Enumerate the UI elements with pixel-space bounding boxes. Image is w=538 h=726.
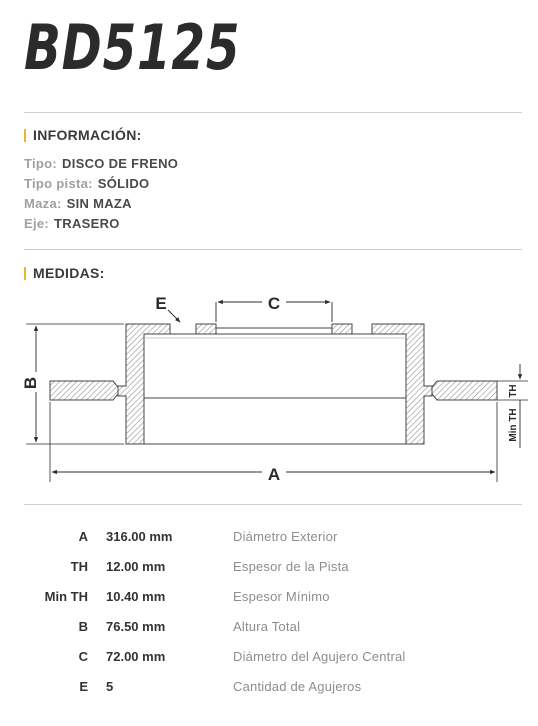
- spec-row-total-height: [0, 619, 538, 649]
- dimension-e: [155, 294, 180, 322]
- brake-disc-cross-section-diagram: [0, 288, 538, 488]
- label-b: B: [21, 376, 40, 390]
- info-row-hub: [24, 196, 132, 211]
- info-row-track-type: [24, 176, 149, 191]
- info-value: DISCO DE FRENO: [62, 156, 179, 171]
- spec-description: Altura Total: [233, 619, 301, 634]
- measures-section-heading: [24, 265, 105, 281]
- info-row-axle: [24, 216, 120, 231]
- spec-row-center-bore: [0, 649, 538, 679]
- label-c: C: [267, 294, 281, 313]
- spec-description: Espesor Mínimo: [233, 589, 330, 604]
- spec-row-thickness: [0, 559, 538, 589]
- info-label: Maza:: [24, 196, 62, 211]
- info-value: SIN MAZA: [66, 196, 132, 211]
- info-row-type: [24, 156, 178, 171]
- divider: [24, 112, 522, 113]
- dimension-th: [497, 364, 528, 448]
- spec-code: B: [78, 619, 88, 634]
- spec-value: 5: [106, 679, 114, 694]
- accent-bar: [24, 267, 26, 280]
- disc-left-flange: [50, 381, 118, 400]
- spec-row-min-thickness: [0, 589, 538, 619]
- disc-mounting-face: [196, 324, 352, 334]
- label-min-th: Min TH: [508, 408, 519, 442]
- spec-code: A: [78, 529, 88, 544]
- spec-description: Espesor de la Pista: [233, 559, 349, 574]
- part-number-title: BD5125: [24, 11, 241, 84]
- accent-bar: [24, 129, 26, 142]
- spec-code: Min TH: [44, 589, 88, 604]
- spec-row-outer-diameter: [0, 529, 538, 559]
- divider: [24, 249, 522, 250]
- spec-description: Cantidad de Agujeros: [233, 679, 362, 694]
- spec-value: 316.00 mm: [106, 529, 173, 544]
- measures-title: MEDIDAS:: [33, 265, 105, 281]
- label-e: E: [155, 294, 167, 313]
- dimension-c: [216, 294, 332, 322]
- divider: [24, 504, 522, 505]
- spec-value: 76.50 mm: [106, 619, 166, 634]
- info-value: TRASERO: [54, 216, 120, 231]
- spec-code: E: [79, 679, 88, 694]
- info-label: Eje:: [24, 216, 50, 231]
- disc-hat-section: [118, 324, 432, 444]
- spec-row-bolt-holes: [0, 679, 538, 709]
- spec-value: 12.00 mm: [106, 559, 166, 574]
- spec-code: C: [78, 649, 88, 664]
- info-label: Tipo:: [24, 156, 58, 171]
- label-a: A: [267, 465, 281, 484]
- info-title: INFORMACIÓN:: [33, 127, 142, 143]
- spec-description: Diámetro Exterior: [233, 529, 338, 544]
- spec-value: 10.40 mm: [106, 589, 166, 604]
- info-label: Tipo pista:: [24, 176, 93, 191]
- spec-description: Diámetro del Agujero Central: [233, 649, 406, 664]
- spec-value: 72.00 mm: [106, 649, 166, 664]
- info-section-heading: [24, 127, 142, 143]
- spec-code: TH: [70, 559, 88, 574]
- label-th: TH: [508, 384, 519, 398]
- info-value: SÓLIDO: [97, 176, 150, 191]
- disc-right-flange: [432, 381, 497, 400]
